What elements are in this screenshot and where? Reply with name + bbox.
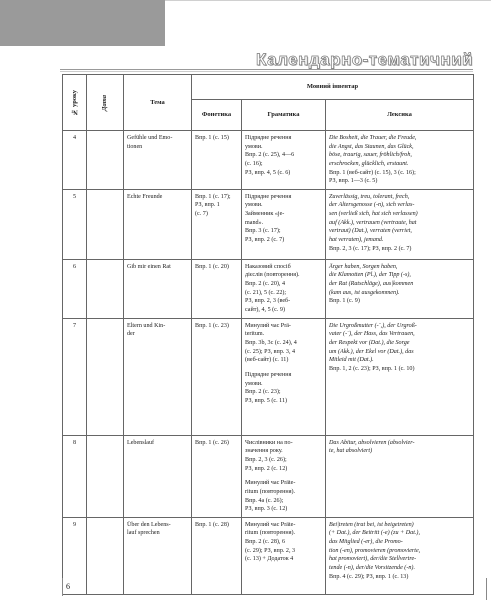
lesson-number-cell: 8: [63, 435, 87, 517]
text-line: Eltern und Kin-: [127, 322, 166, 329]
text-line: der Respekt vor (Dat.), die Sorge: [329, 339, 410, 346]
text-line: hat verraten), jemand.: [329, 237, 384, 244]
text-line: Підрядне речення: [245, 371, 292, 378]
text-line: (с. 21), 5 (с. 22);: [245, 289, 287, 296]
col-header-lexicon: Лексика: [326, 100, 474, 131]
table-row: [63, 517, 474, 594]
text-line: значення року.: [245, 448, 283, 455]
text-line: РЗ, впр. 3 (с. 12): [245, 506, 288, 513]
col-header-date: Дата: [87, 75, 124, 131]
col-header-phonetics: Фонетика: [192, 100, 242, 131]
text-line: Впр. 3b, 3c (с. 24), 4: [245, 339, 297, 346]
text-line: der Altersgenosse (-n), sich verlas-: [329, 202, 415, 209]
text-line: Впр. 1 (с. 23): [195, 322, 229, 329]
text-line: Минулий час Prä-: [245, 322, 291, 329]
text-line: auf (Akk.), vertrauen (vertraute, hat: [329, 219, 417, 226]
text-line: mand».: [245, 219, 264, 226]
text-line: Впр. 1 (с. 15): [195, 135, 229, 141]
text-line: Минулий час Präte-: [245, 521, 296, 528]
text-line: Die Bosheit, die Trauer, die Freude,: [329, 135, 417, 141]
text-line: Минулий час Präte-: [245, 480, 296, 487]
text-line: Echte Freunde: [127, 193, 163, 200]
text-line: te, hat absolviert): [329, 448, 373, 455]
lexicon-cell: [326, 131, 474, 190]
date-cell: [87, 517, 124, 594]
col-header-grammar: Граматика: [242, 100, 326, 131]
text-line: РЗ, впр. 2 (с. 12): [245, 465, 288, 472]
text-line: teritum.: [245, 331, 265, 338]
text-line: Займенник «je-: [245, 211, 285, 218]
page-title: Календарно-тематичний: [256, 50, 473, 69]
text-line: умови.: [245, 380, 263, 387]
grammar-cell: [242, 131, 326, 190]
text-line: Впр. 2 (с. 20), 4: [245, 281, 285, 288]
text-line: Впр. 1 (веб-сайт) (с. 15), 3 (с. 16);: [329, 169, 416, 176]
footer-rule: [62, 578, 63, 596]
lexicon-cell: [326, 517, 474, 594]
text-line: die Klamotten (Pl.), der Tipp (-s),: [329, 272, 411, 279]
table-row: [63, 189, 474, 259]
grammar-cell: [242, 435, 326, 517]
text-line: РЗ, впр. 1: [195, 202, 220, 209]
margin-rule: [486, 578, 487, 600]
text-line: Впр. 1 (с. 26): [195, 439, 229, 446]
lesson-number-cell: 5: [63, 189, 87, 259]
topic-cell: [124, 131, 192, 190]
text-line: сайт), 4, 5 (с. 9): [245, 307, 286, 314]
phonetics-cell: [192, 517, 242, 594]
text-line: Наказовий спосіб: [245, 263, 291, 270]
text-line: vertraut) (Dat.), verraten (verriet,: [329, 228, 412, 235]
text-line: Впр. 2 (с. 23);: [245, 389, 281, 396]
text-line: РЗ, впр. 4, 5 (с. 6): [245, 169, 291, 176]
date-cell: [87, 131, 124, 190]
title-underline: [60, 69, 473, 70]
text-line: Впр. 2 (с. 25), 4—6: [245, 152, 295, 159]
text-line: РЗ, впр. 5 (с. 11): [245, 397, 288, 404]
text-line: böse, traurig, sauer, fröhlich/froh,: [329, 152, 412, 159]
lexicon-cell: [326, 435, 474, 517]
topic-cell: [124, 435, 192, 517]
grammar-cell: [242, 517, 326, 594]
phonetics-cell: [192, 131, 242, 190]
table-row: [63, 318, 474, 435]
table-body: [63, 131, 474, 595]
topic-cell: [124, 259, 192, 318]
text-line: Числівники на по-: [245, 439, 293, 446]
text-line: Mitleid mit (Dat.).: [329, 357, 374, 364]
title-underline-secondary: [60, 71, 473, 72]
text-line: (с. 25); РЗ, впр. 3, 4: [245, 348, 296, 355]
text-line: РЗ, впр. 1—3 (с. 5): [329, 178, 378, 185]
header-gray-bar: [0, 0, 165, 46]
text-line: der: [127, 331, 135, 338]
col-header-topic: Тема: [124, 75, 192, 131]
lesson-number-cell: 4: [63, 131, 87, 190]
text-line: Впр. 1 (с. 20): [195, 263, 229, 270]
date-cell: [87, 189, 124, 259]
text-line: lauf sprechen: [127, 530, 160, 537]
text-line: Впр. 2, 3 (с. 17); РЗ, впр. 2 (с. 7): [329, 245, 412, 252]
text-line: (+ Dat.), der Beitritt (-e) (zu + Dat.),: [329, 530, 420, 537]
text-line: der Rat (Ratschläge), aus|kommen: [329, 281, 414, 288]
text-line: Впр. 4a (с. 26);: [245, 497, 284, 504]
lesson-number-cell: 7: [63, 318, 87, 435]
phonetics-cell: [192, 189, 242, 259]
topic-cell: [124, 318, 192, 435]
text-line: das Mitglied (-er), die Promo-: [329, 539, 403, 546]
text-line: um (Akk.), der Ekel vor (Dat.), das: [329, 348, 414, 355]
text-line: Bei|treten (trat bei, ist beigetreten): [329, 521, 414, 528]
text-line: РЗ, впр. 2, 3 (веб-: [245, 298, 291, 305]
grammar-cell: [242, 189, 326, 259]
col-header-language-inventory: Мовний інвентар: [192, 75, 474, 100]
text-line: Підрядне речення: [245, 193, 292, 200]
text-line: die Angst, das Staunen, das Glück,: [329, 143, 414, 150]
phonetics-cell: [192, 259, 242, 318]
text-line: Впр. 2, 3 (с. 26);: [245, 456, 287, 463]
text-line: (веб-сайт) (с. 11): [245, 357, 289, 364]
header-row-main: [63, 75, 474, 100]
text-line: (с. 29); РЗ, впр. 2, 3: [245, 547, 296, 554]
text-line: hat promoviert), der/die Stellvertre-: [329, 556, 417, 563]
text-line: vater (-¨), der Hass, das Vertrauen,: [329, 331, 415, 338]
page-number: 6: [66, 582, 70, 591]
text-line: Впр. 1 (с. 28): [195, 521, 229, 528]
phonetics-cell: [192, 318, 242, 435]
text-line: (с. 7): [195, 211, 208, 218]
text-line: Lebenslauf: [127, 439, 155, 446]
text-line: Підрядне речення: [245, 135, 292, 141]
topic-cell: [124, 189, 192, 259]
lexicon-cell: [326, 259, 474, 318]
topic-cell: [124, 517, 192, 594]
text-line: умови.: [245, 143, 263, 150]
text-line: tende (-n), der/die Vorsitzende (-n).: [329, 565, 415, 572]
lesson-number-cell: 9: [63, 517, 87, 594]
text-line: Впр. 2 (с. 28), 6: [245, 539, 285, 546]
col-header-lesson-number: № уроку: [63, 75, 87, 131]
phonetics-cell: [192, 435, 242, 517]
text-line: Zuverlässig, treu, tolerant, frech,: [329, 193, 410, 200]
text-line: Впр. 1, 2 (с. 23); РЗ, впр. 1 (с. 10): [329, 365, 415, 372]
text-line: erschrocken, glücklich, erstaunt.: [329, 160, 409, 167]
grammar-cell: [242, 259, 326, 318]
text-line: Ärger haben, Sorgen haben,: [329, 263, 398, 270]
table-row: [63, 435, 474, 517]
text-line: (с. 13) + Додаток 4: [245, 556, 294, 563]
text-line: (с. 16);: [245, 160, 263, 167]
text-line: Впр. 1 (с. 17);: [195, 193, 231, 200]
lesson-number-cell: 6: [63, 259, 87, 318]
text-line: Gefühle und Emo-: [127, 135, 173, 141]
text-line: Впр. 3 (с. 17);: [245, 228, 281, 235]
lexicon-cell: [326, 318, 474, 435]
table-row: [63, 259, 474, 318]
text-line: Впр. 1 (с. 9): [329, 298, 360, 305]
lexicon-cell: [326, 189, 474, 259]
date-cell: [87, 259, 124, 318]
text-line: Über den Lebens-: [127, 521, 171, 528]
text-line: ritum (повторення).: [245, 530, 296, 537]
text-line: ritum (повторення).: [245, 488, 296, 495]
text-line: tion (-en), promovieren (promovierte,: [329, 547, 421, 554]
text-line: Впр. 4 (с. 29); РЗ, впр. 1 (с. 13): [329, 573, 409, 580]
text-line: sen (verließ sich, hat sich verlassen): [329, 211, 418, 218]
text-line: дієслів (повторення).: [245, 272, 300, 279]
text-line: Die Urgroßmutter (-¨,), der Urgroß-: [329, 322, 417, 329]
text-line: Das Abitur, absolvieren (absolvier-: [329, 439, 415, 446]
text-line: (kam aus, ist ausgekommen).: [329, 289, 400, 296]
table-row: [63, 131, 474, 190]
grammar-cell: [242, 318, 326, 435]
date-cell: [87, 318, 124, 435]
header-rule: [165, 0, 491, 1]
text-line: РЗ, впр. 2 (с. 7): [245, 237, 285, 244]
date-cell: [87, 435, 124, 517]
text-line: Gib mir einen Rat: [127, 263, 171, 270]
text-line: умови.: [245, 202, 263, 209]
lesson-plan-table: [62, 74, 474, 595]
text-line: tionen: [127, 143, 143, 150]
